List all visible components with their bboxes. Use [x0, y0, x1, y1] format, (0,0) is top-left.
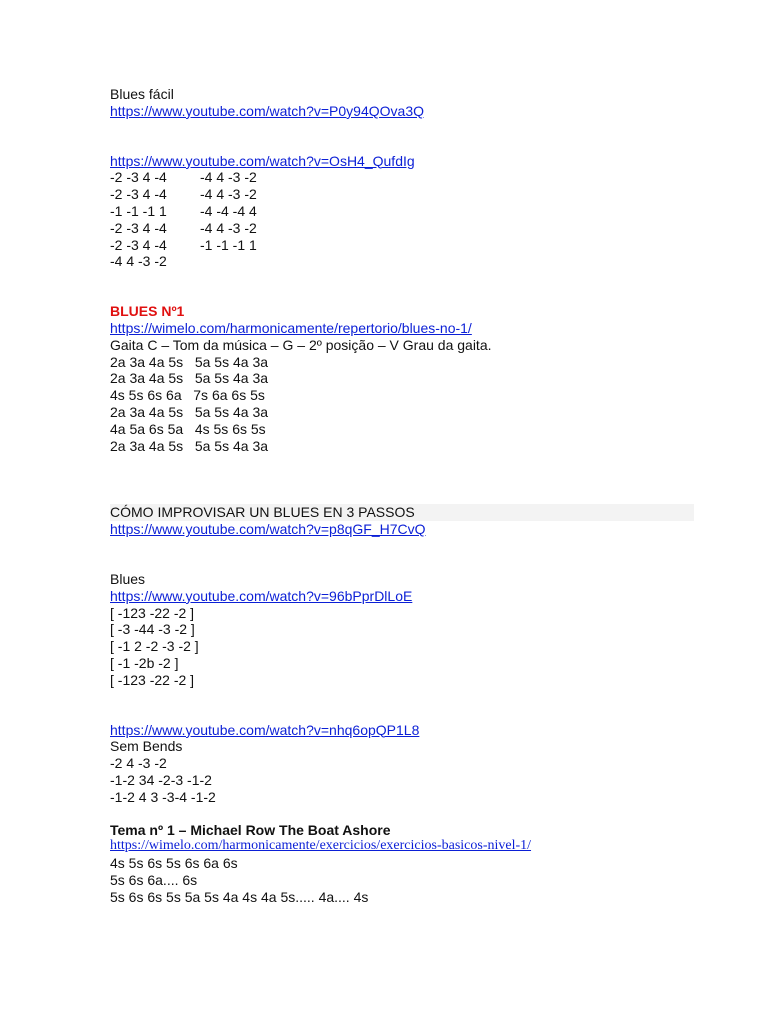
- blues-facil-title: Blues fácil: [110, 86, 174, 102]
- tab-row: 4a 5a 6s 5a 4s 5s 6s 5s: [110, 420, 266, 437]
- tab-row: 2a 3a 4a 5s 5a 5s 4a 3a: [110, 353, 269, 370]
- document-page: [110, 86, 710, 905]
- blues-96b-link[interactable]: https://www.youtube.com/watch?v=96bPprDlLoE: [110, 587, 413, 604]
- tab-row: -2 -3 4 -4 -4 4 -3 -2: [110, 186, 257, 203]
- sem-bends-link[interactable]: https://www.youtube.com/watch?v=nhq6opQP1L8: [110, 721, 420, 738]
- tab-row: [ -123 -22 -2 ]: [110, 604, 195, 621]
- blues-no1-title: BLUES Nº1: [110, 303, 185, 320]
- tab-row: 4s 5s 6s 5s 6s 6a 6s: [110, 855, 238, 872]
- como-improvisar-link[interactable]: https://www.youtube.com/watch?v=p8qGF_H7CvQ: [110, 521, 426, 538]
- blues-no1-link[interactable]: https://wimelo.com/harmonicamente/repertorio/blues-no-1/: [110, 319, 472, 336]
- como-improvisar-title: CÓMO IMPROVISAR UN BLUES EN 3 PASSOS: [110, 504, 694, 521]
- tab-row: [ -1 2 -2 -3 -2 ]: [110, 638, 199, 655]
- tab-row: 5s 6s 6s 5s 5a 5s 4a 4s 4a 5s..... 4a.... 4s: [110, 888, 369, 905]
- osh4-tab: [110, 169, 710, 270]
- tab-row: 2a 3a 4a 5s 5a 5s 4a 3a: [110, 437, 269, 454]
- tab-row: 2a 3a 4a 5s 5a 5s 4a 3a: [110, 370, 269, 387]
- tab-row: -4 4 -3 -2: [110, 253, 167, 270]
- blues-no1-tab: [110, 354, 710, 455]
- tab-row: -2 -3 4 -4 -1 -1 -1 1: [110, 236, 257, 253]
- tab-row: 2a 3a 4a 5s 5a 5s 4a 3a: [110, 403, 269, 420]
- tab-row: -2 4 -3 -2: [110, 755, 167, 772]
- tab-row: -1-2 4 3 -3-4 -1-2: [110, 788, 216, 805]
- tab-row: [ -1 -2b -2 ]: [110, 654, 179, 671]
- blues-facil-link[interactable]: https://www.youtube.com/watch?v=P0y94QOva3Q: [110, 102, 424, 119]
- tab-row: -2 -3 4 -4 -4 4 -3 -2: [110, 169, 257, 186]
- tab-row: -1-2 34 -2-3 -1-2: [110, 771, 212, 788]
- tema1-link[interactable]: https://wimelo.com/harmonicamente/exercicios/exercicios-basicos-nivel-1/: [110, 838, 532, 854]
- blues-96b-tab: [110, 605, 710, 689]
- sem-bends-tab: [110, 755, 710, 805]
- tab-row: [ -3 -44 -3 -2 ]: [110, 621, 195, 638]
- tema1-title: Tema nº 1 – Michael Row The Boat Ashore: [110, 821, 391, 838]
- osh4-link[interactable]: https://www.youtube.com/watch?v=OsH4_QufdIg: [110, 152, 415, 169]
- blues-96b-title: Blues: [110, 570, 146, 587]
- tab-row: [ -123 -22 -2 ]: [110, 671, 195, 688]
- blues-no1-description: Gaita C – Tom da música – G – 2º posição – V Grau da gaita.: [110, 336, 492, 353]
- sem-bends-title: Sem Bends: [110, 738, 183, 755]
- tab-row: -1 -1 -1 1 -4 -4 -4 4: [110, 202, 257, 219]
- tema1-tab: [110, 855, 710, 905]
- tab-row: -2 -3 4 -4 -4 4 -3 -2: [110, 219, 257, 236]
- tab-row: 5s 6s 6a.... 6s: [110, 871, 198, 888]
- tab-row: 4s 5s 6s 6a 7s 6a 6s 5s: [110, 387, 265, 404]
